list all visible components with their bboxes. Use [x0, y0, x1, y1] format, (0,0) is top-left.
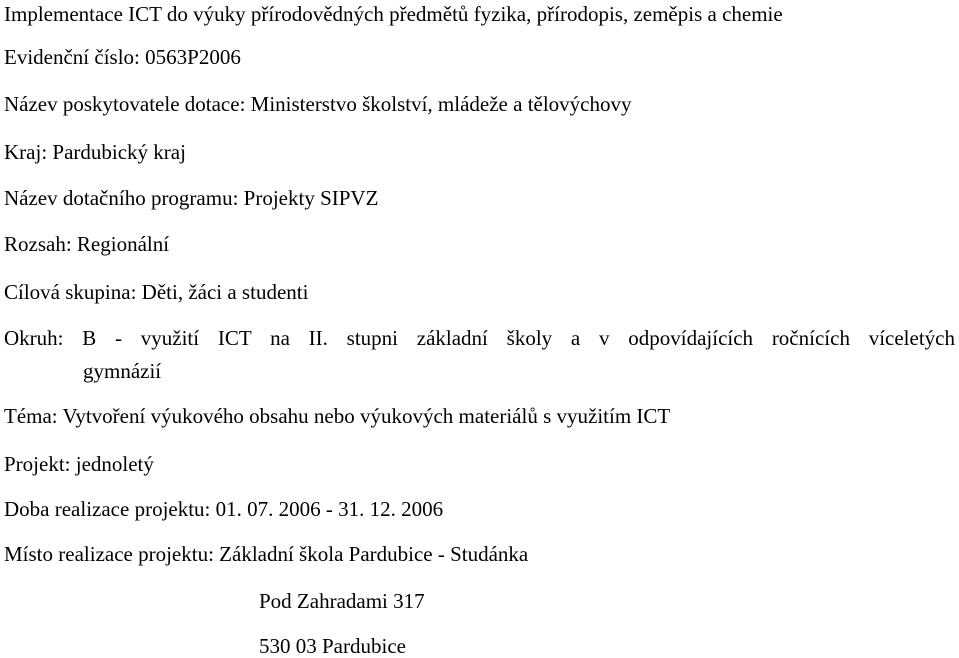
grant-program: Název dotačního programu: Projekty SIPVZ: [4, 186, 379, 210]
scope: Rozsah: Regionální: [4, 232, 170, 256]
project-type: Projekt: jednoletý: [4, 452, 154, 476]
region: Kraj: Pardubický kraj: [4, 140, 186, 164]
address-city: 530 03 Pardubice: [259, 634, 406, 658]
document-title: Implementace ICT do výuky přírodovědných předmětů fyzika, přírodopis, zeměpis a chemie: [4, 2, 783, 26]
evidence-number: Evidenční číslo: 0563P2006: [4, 45, 241, 69]
grant-provider: Název poskytovatele dotace: Ministerstvo školství, mládeže a tělovýchovy: [4, 92, 632, 116]
area-line-1: Okruh: B - využití ICT na II. stupni základní školy a v odpovídajících ročnících víceletých: [4, 326, 955, 350]
project-location: Místo realizace projektu: Základní škola Pardubice - Studánka: [4, 542, 529, 566]
project-duration: Doba realizace projektu: 01. 07. 2006 - 31. 12. 2006: [4, 497, 444, 521]
address-street: Pod Zahradami 317: [259, 589, 425, 613]
topic: Téma: Vytvoření výukového obsahu nebo výukových materiálů s využitím ICT: [4, 404, 671, 428]
area-line-2: gymnázií: [83, 359, 162, 383]
target-group: Cílová skupina: Děti, žáci a studenti: [4, 280, 309, 304]
